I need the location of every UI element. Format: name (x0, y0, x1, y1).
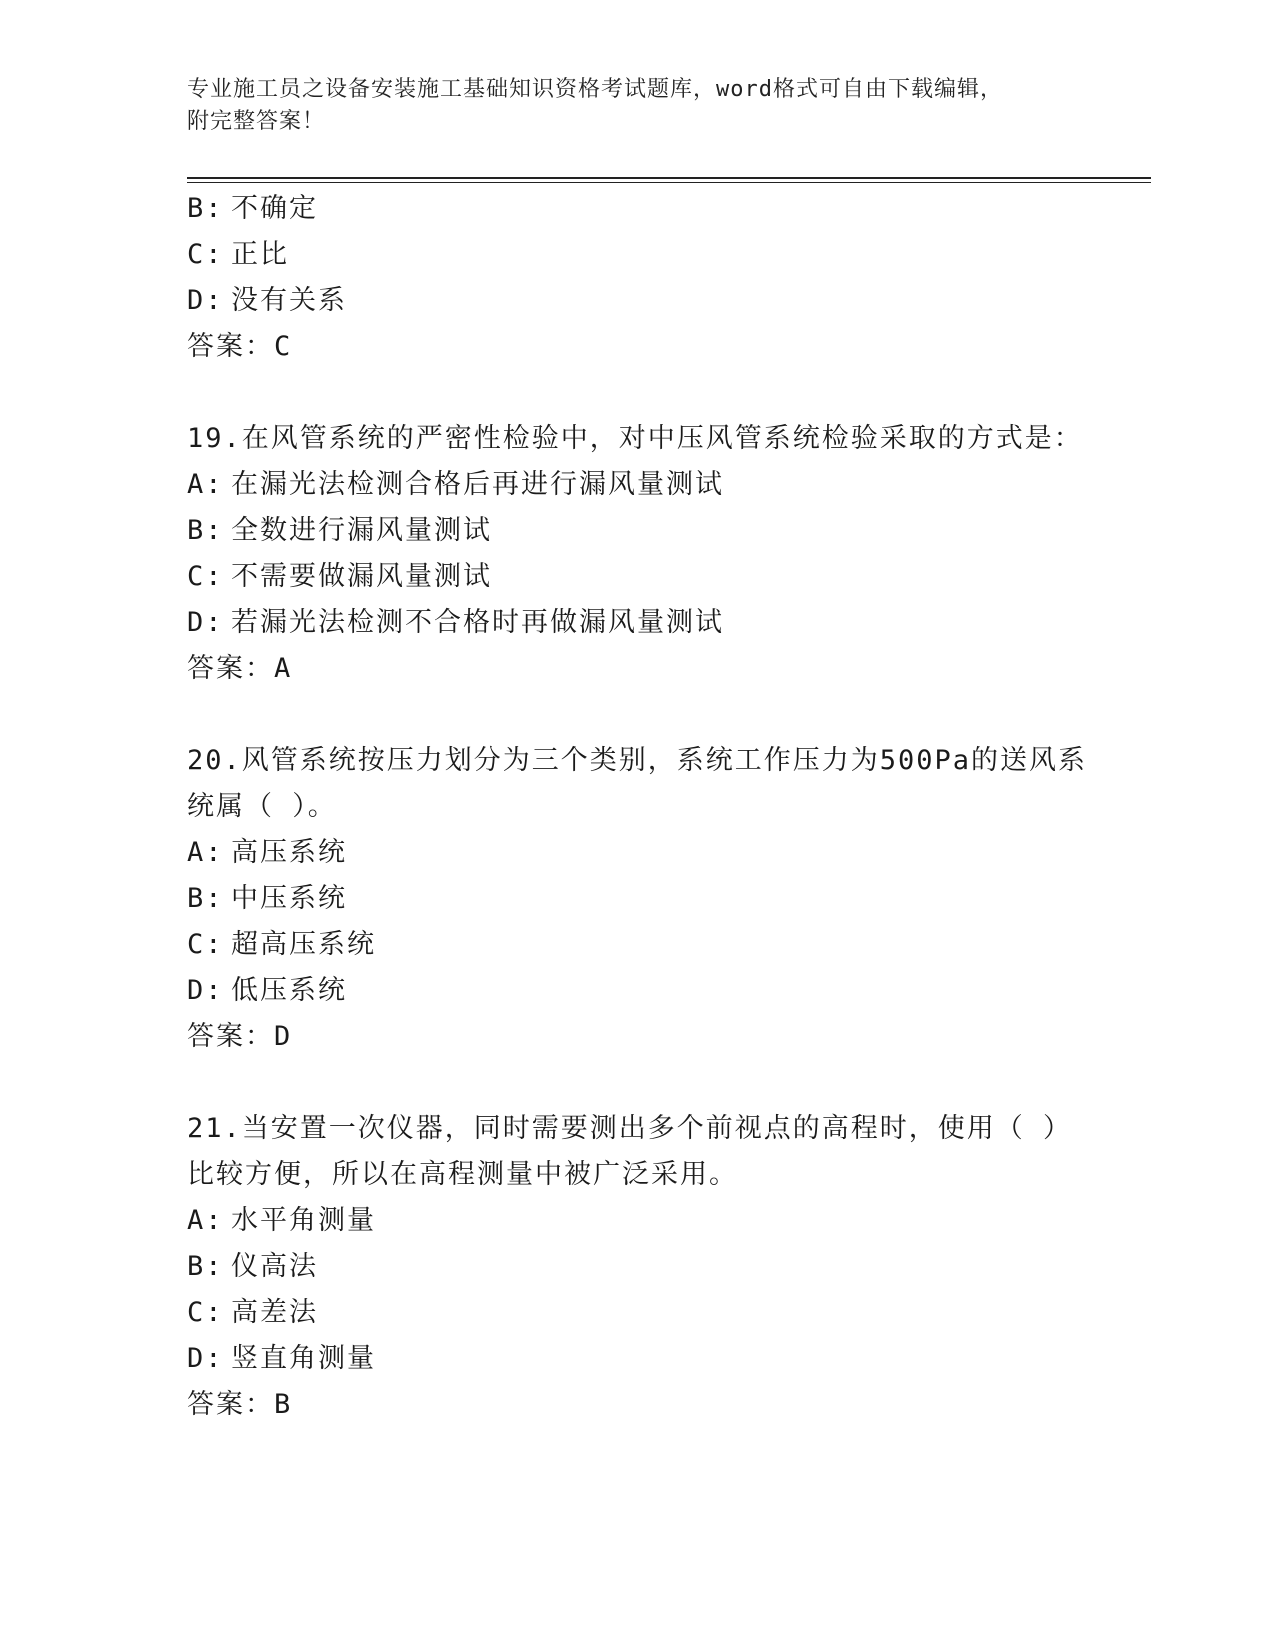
option-letter: D: (187, 975, 224, 1006)
option-row (187, 1290, 1107, 1336)
option-row (187, 186, 1107, 232)
answer-line: 答案：A (187, 653, 293, 684)
option-text: 高压系统 (231, 837, 347, 868)
option-row (187, 462, 1107, 508)
option-letter: A: (187, 1205, 224, 1236)
answer-line: 答案：C (187, 331, 293, 362)
header-divider-bottom (187, 182, 1151, 183)
option-text: 若漏光法检测不合格时再做漏风量测试 (231, 607, 724, 638)
option-row (187, 876, 1107, 922)
question-stem: 21.当安置一次仪器，同时需要测出多个前视点的高程时，使用（ ） (187, 1113, 1073, 1144)
question-block-20 (187, 738, 1107, 1060)
option-text: 仪高法 (231, 1251, 318, 1282)
option-text: 正比 (231, 239, 289, 270)
option-letter: A: (187, 469, 224, 500)
option-letter: C: (187, 929, 224, 960)
option-row (187, 600, 1107, 646)
option-letter: D: (187, 1343, 224, 1374)
question-block-21 (187, 1106, 1107, 1428)
option-letter: B: (187, 515, 224, 546)
option-text: 在漏光法检测合格后再进行漏风量测试 (231, 469, 724, 500)
option-text: 高差法 (231, 1297, 318, 1328)
header-title-line-1: 专业施工员之设备安装施工基础知识资格考试题库，word格式可自由下载编辑， (187, 77, 1003, 102)
question-stem: 19.在风管系统的严密性检验中，对中压风管系统检验采取的方式是： (187, 423, 1083, 454)
option-text: 中压系统 (231, 883, 347, 914)
option-text: 超高压系统 (231, 929, 376, 960)
option-text: 不确定 (231, 193, 318, 224)
option-text: 竖直角测量 (231, 1343, 376, 1374)
option-row (187, 1244, 1107, 1290)
question-stem: 20.风管系统按压力划分为三个类别，系统工作压力为500Pa的送风系 (187, 745, 1088, 776)
question-stem-continued: 统属（ ）。 (187, 791, 337, 822)
option-text: 不需要做漏风量测试 (231, 561, 492, 592)
option-row (187, 1336, 1107, 1382)
option-row (187, 1198, 1107, 1244)
question-list (187, 186, 1107, 1428)
option-row (187, 922, 1107, 968)
answer-line: 答案：D (187, 1021, 293, 1052)
option-text: 低压系统 (231, 975, 347, 1006)
option-letter: A: (187, 837, 224, 868)
question-block-prev (187, 186, 1107, 370)
option-letter: B: (187, 883, 224, 914)
option-text: 全数进行漏风量测试 (231, 515, 492, 546)
answer-line: 答案：B (187, 1389, 293, 1420)
option-letter: D: (187, 607, 224, 638)
spacer (187, 692, 1107, 738)
option-letter: D: (187, 285, 224, 316)
header-divider-top (187, 177, 1151, 179)
spacer (187, 370, 1107, 416)
option-row (187, 232, 1107, 278)
option-letter: C: (187, 561, 224, 592)
option-row (187, 968, 1107, 1014)
header-title-line-2: 附完整答案！ (187, 109, 326, 134)
option-row (187, 830, 1107, 876)
option-row (187, 278, 1107, 324)
question-stem-continued: 比较方便，所以在高程测量中被广泛采用。 (187, 1159, 738, 1190)
option-text: 没有关系 (231, 285, 347, 316)
document-header (187, 74, 1067, 138)
spacer (187, 1060, 1107, 1106)
option-letter: B: (187, 1251, 224, 1282)
option-letter: B: (187, 193, 224, 224)
option-text: 水平角测量 (231, 1205, 376, 1236)
option-letter: C: (187, 1297, 224, 1328)
question-block-19 (187, 416, 1107, 692)
option-row (187, 508, 1107, 554)
option-letter: C: (187, 239, 224, 270)
option-row (187, 554, 1107, 600)
